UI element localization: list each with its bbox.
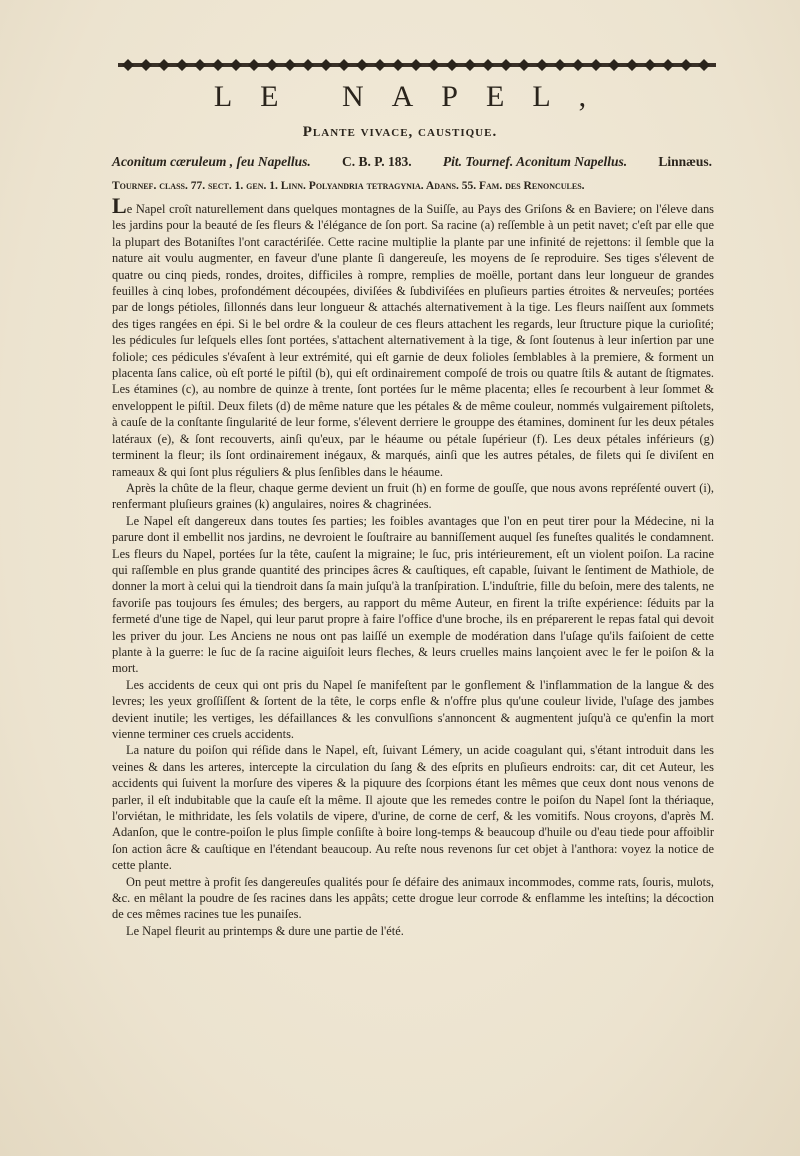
synonyms-line	[112, 154, 712, 170]
decorative-border-ornament	[118, 58, 716, 72]
drop-cap: L	[112, 193, 127, 218]
synonym-linnaeus: Linnæus.	[658, 154, 712, 169]
paragraph: Les accidents de ceux qui ont pris du Napel ſe manifeſtent par le gonflement & l'inflammation de la langue & des levres; les yeux groſſiſſent & ſortent de la tête, le corps enfle & n'offre plus qu'une couleur livide, l'uſage des jambes devient inutile; les vertiges, les défaillances & les convulſions s'annoncent & augmentent juſqu'à ce qu'enfin la mort vienne terminer ces cruels accidents.	[112, 677, 714, 741]
body-text	[112, 193, 714, 939]
paragraph: La nature du poiſon qui réſide dans le Napel, eſt, ſuivant Lémery, un acide coagulant qui, s'étant introduit dans les veines & dans les arteres, intercepte la circulation du ſang & des eſprits en pluſieurs endroits: car, dit cet Auteur, les accidents qui ſuivent la morſure des viperes & la piquure des ſcorpions étant les mêmes que ceux dont nous venons de parler, il eſt indubitable que la cauſe eſt la même. Il ajoute que les remedes contre le poiſon du Napel ſont la thériaque, l'orviétan, le mithridate, les ſels volatils de vipere, d'urine, de corne de cerf, & les vomitifs. Nous croyons, d'après M. Adanſon, que le contre-poiſon le plus ſimple conſiſte à boire long-temps & beaucoup d'huile ou d'eau tiede pour affoiblir ſon action âcre & cauſtique en l'étendant beaucoup. Au reſte nous revenons ſur cet objet à l'anthora: voyez la notice de cette plante.	[112, 743, 714, 873]
page-title: LE NAPEL,	[213, 80, 615, 113]
paragraph: Le Napel eſt dangereux dans toutes ſes parties; les foibles avantages que l'on en peut tirer pour la Médecine, ni la parure dont il embellit nos jardins, ne devroient le ſouſtraire au banniſſement auquel ſes funeſtes qualités le condamnent. Les fleurs du Napel, portées ſur la tête, cauſent la migraine; le ſuc, pris intérieurement, eſt un violent poiſon. La racine qui raſſemble en plus grande quantité des principes âcres & cauſtiques, eſt capable, ſuivant le ſentiment de Mathiole, de donner la mort à celui qui la tiendroit dans ſa main juſqu'à la tranſpiration. L'induſtrie, fille du beſoin, mere des talents, ne favoriſe pas toujours ſes émules; des bergers, au rapport du même Auteur, en firent la triſte expérience: ſéduits par la fermeté d'une tige de Napel, qui leur parut propre à faire l'office d'une broche, ils en préparerent le repas fatal qui devoit les priver du jour. Les Anciens ne nous ont pas laiſſé un exemple de modération dans l'uſage qu'ils faiſoient de cette plante à la guerre: le ſuc de ſa racine aiguiſoit leurs fleches, & leurs cruelles mains lançoient avec le fer le poiſon & la mort.	[112, 513, 714, 676]
synonym-latin: Aconitum cæruleum , ſeu Napellus.	[112, 154, 311, 169]
paragraph: Après la chûte de la fleur, chaque germe devient un fruit (h) en forme de gouſſe, que nous avons repréſenté ouvert (i), renfermant pluſieurs graines (k) angulaires, noires & chagrinées.	[112, 480, 714, 512]
synonym-tournefort: Pit. Tournef. Aconitum Napellus.	[442, 154, 628, 169]
synonym-cbp: C. B. P. 183.	[341, 154, 412, 169]
paragraph: Le Napel croît naturellement dans quelques montagnes de la Suiſſe, au Pays des Griſons & en Baviere; on l'éleve dans les jardins pour la beauté de ſes fleurs & l'élégance de ſon port. Sa racine (a) reſſemble à un petit navet; c'eſt par elle que la plupart des Botaniſtes l'ont caractériſée. Cette racine multiplie la plante par une infinité de rejettons: il ſemble que la nature ait voulu augmenter, en faveur d'une plante ſi dangereuſe, les moyens de ſe reproduire. Ses tiges s'élevent de quatre ou cinq pieds, rondes, droites, difficiles à rompre, remplies de moëlle, portant dans leur longueur de grandes feuilles à cinq lobes, profondément découpées, diviſées & ſubdiviſées en pluſieurs parties étroites & nerveuſes; portées par de longs pétioles, ſillonnés dans leur longueur & attachés alternativement à la tige. Les fleurs naiſſent aux ſommets des tiges rangées en épi. Si le bel ordre & la couleur de ces fleurs attachent les regards, leur ſtructure pique la curioſité; les pédicules ſur leſquels elles ſont portées, s'attachent alternativement à la tige, & ſont ſoutenus à leur inſertion par une foliole; ces pédicules s'évaſent à leur extrémité, qui eſt garnie de deux folioles ſemblables à la premiere, & forment un placenta ſans calice, où eſt porté le piſtil (b), qui eſt ordinairement compoſé de trois ou quatre ſtils & autant de ſtigmates. Les étamines (c), au nombre de quinze à trente, ſont portées ſur le même placenta; elles ſe recourbent à leur ſommet & enveloppent le piſtil. Deux filets (d) de même nature que les pétales & de même couleur, nommés vulgairement piſtolets, à cauſe de la conſtante ſingularité de leur forme, s'élevent derriere le grouppe des étamines, dominent ſur les deux pétales latéraux (e), & ſont recouverts, ainſi qu'eux, par le héaume ou pétale ſupérieur (f). Les deux pétales inférieurs (g) terminent la fleur; ils ſont ordinairement inégaux, & marqués, ainſi que les autres pétales, de filets qui ſe diviſent en rameaux & qui ſont plus réguliers & plus ſenſibles dans le héaume.	[112, 193, 714, 479]
paragraph: On peut mettre à profit ſes dangereuſes qualités pour ſe défaire des animaux incommodes, comme rats, ſouris, mulots, &c. en mêlant la poudre de ſes racines dans les appâts; cette drogue leur corrode & enflamme les inteſtins; la décoction de ces mêmes racines tue les punaiſes.	[112, 874, 714, 922]
paragraph: Le Napel fleurit au printemps & dure une partie de l'été.	[126, 923, 404, 938]
classification-line: Tournef. claſſ. 77. ſect. 1. gen. 1. Linn. Polyandria tetragynia. Adans. 55. Fam. des Renoncules.	[112, 180, 585, 192]
page-subtitle: Plante vivace, caustique.	[302, 124, 498, 140]
